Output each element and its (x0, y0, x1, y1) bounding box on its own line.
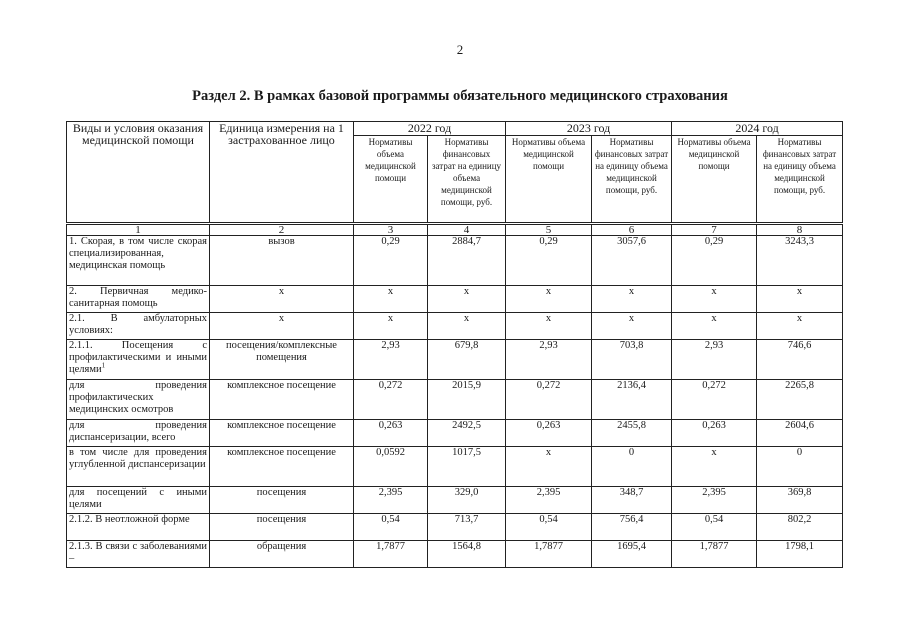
cell-volume-2024: 2,93 (672, 340, 757, 380)
header-year-2022: 2022 год (354, 122, 506, 136)
cell-volume-2024: х (672, 286, 757, 313)
cell-volume-2023: 0,54 (506, 514, 592, 541)
cell-volume-2023: х (506, 313, 592, 340)
table-row (67, 541, 843, 568)
header-cost-2023: Нормативы финансовых затрат на единицу объема медицинской помощи, руб. (592, 136, 672, 224)
table-row (67, 340, 843, 380)
cell-cost-2022: 2015,9 (428, 380, 506, 420)
header-row-years (67, 122, 843, 136)
row-unit: комплексное посещение (210, 420, 354, 447)
header-types: Виды и условия оказания медицинской помощи (67, 122, 210, 224)
table-row (67, 313, 843, 340)
cell-cost-2024: х (757, 313, 843, 340)
cell-volume-2022: 2,93 (354, 340, 428, 380)
row-name: для проведения диспансеризации, всего (67, 420, 210, 447)
cell-cost-2024: 369,8 (757, 487, 843, 514)
cell-cost-2024: 2604,6 (757, 420, 843, 447)
page-number: 2 (456, 42, 464, 57)
cell-volume-2024: 0,54 (672, 514, 757, 541)
row-unit: х (210, 313, 354, 340)
cell-volume-2023: 1,7877 (506, 541, 592, 568)
cell-cost-2022: х (428, 313, 506, 340)
cell-volume-2024: 2,395 (672, 487, 757, 514)
header-year-2023: 2023 год (506, 122, 672, 136)
row-name: 1. Скорая, в том числе скорая специализированная, медицинская помощь (67, 236, 210, 286)
cell-cost-2023: 0 (592, 447, 672, 487)
cell-cost-2023: х (592, 313, 672, 340)
cell-cost-2022: 1564,8 (428, 541, 506, 568)
cell-cost-2022: х (428, 286, 506, 313)
table-row (67, 487, 843, 514)
cell-volume-2024: 0,29 (672, 236, 757, 286)
row-name: 2.1. В амбулаторных условиях: (67, 313, 210, 340)
header-volume-2023: Нормативы объема медицинской помощи (506, 136, 592, 224)
cell-cost-2024: х (757, 286, 843, 313)
cell-cost-2022: 2492,5 (428, 420, 506, 447)
cell-cost-2022: 329,0 (428, 487, 506, 514)
cell-cost-2023: 2455,8 (592, 420, 672, 447)
cell-cost-2024: 2265,8 (757, 380, 843, 420)
row-unit: вызов (210, 236, 354, 286)
row-name: 2.1.2. В неотложной форме (67, 514, 210, 541)
row-name: 2. Первичная медико-санитарная помощь (67, 286, 210, 313)
cell-volume-2022: х (354, 313, 428, 340)
table-row (67, 420, 843, 447)
table-row (67, 380, 843, 420)
row-unit: посещения/комплексные помещения (210, 340, 354, 380)
cell-cost-2022: 1017,5 (428, 447, 506, 487)
row-name: для проведения профилактических медицинских осмотров (67, 380, 210, 420)
header-cost-2024: Нормативы финансовых затрат на единицу объема медицинской помощи, руб. (757, 136, 843, 224)
cell-cost-2023: 703,8 (592, 340, 672, 380)
cell-cost-2023: 756,4 (592, 514, 672, 541)
row-name: в том числе для проведения углубленной диспансеризации (67, 447, 210, 487)
row-name: 2.1.3. В связи с заболеваниями – (67, 541, 210, 568)
cell-cost-2022: 713,7 (428, 514, 506, 541)
cell-cost-2023: 1695,4 (592, 541, 672, 568)
cell-volume-2024: 1,7877 (672, 541, 757, 568)
column-number-row (67, 224, 843, 236)
table-row (67, 236, 843, 286)
header-cost-2022: Нормативы финансовых затрат на единицу объема медицинской помощи, руб. (428, 136, 506, 224)
column-number: 4 (428, 224, 506, 236)
cell-volume-2022: 0,29 (354, 236, 428, 286)
row-unit: комплексное посещение (210, 447, 354, 487)
cell-cost-2023: х (592, 286, 672, 313)
column-number: 2 (210, 224, 354, 236)
table-row (67, 514, 843, 541)
cell-volume-2022: 2,395 (354, 487, 428, 514)
cell-volume-2022: 0,0592 (354, 447, 428, 487)
cell-volume-2023: 2,395 (506, 487, 592, 514)
cell-volume-2022: х (354, 286, 428, 313)
column-number: 7 (672, 224, 757, 236)
header-unit: Единица измерения на 1 застрахованное лицо (210, 122, 354, 224)
column-number: 6 (592, 224, 672, 236)
cell-cost-2024: 3243,3 (757, 236, 843, 286)
table-row (67, 447, 843, 487)
cell-volume-2023: 0,272 (506, 380, 592, 420)
cell-cost-2024: 1798,1 (757, 541, 843, 568)
row-unit: посещения (210, 514, 354, 541)
cell-volume-2023: 0,29 (506, 236, 592, 286)
header-year-2024: 2024 год (672, 122, 843, 136)
row-unit: х (210, 286, 354, 313)
column-number: 3 (354, 224, 428, 236)
header-volume-2022: Нормативы объема медицинской помощи (354, 136, 428, 224)
column-number: 1 (67, 224, 210, 236)
cell-cost-2022: 2884,7 (428, 236, 506, 286)
cell-cost-2024: 0 (757, 447, 843, 487)
header-volume-2024: Нормативы объема медицинской помощи (672, 136, 757, 224)
cell-volume-2024: х (672, 313, 757, 340)
cell-volume-2023: х (506, 447, 592, 487)
normatives-table (66, 121, 843, 568)
cell-cost-2023: 3057,6 (592, 236, 672, 286)
cell-cost-2022: 679,8 (428, 340, 506, 380)
cell-volume-2024: 0,272 (672, 380, 757, 420)
row-unit: комплексное посещение (210, 380, 354, 420)
column-number: 8 (757, 224, 843, 236)
cell-volume-2022: 0,54 (354, 514, 428, 541)
cell-volume-2024: х (672, 447, 757, 487)
row-name-text: 2.1.1. Посещения с профилактическими и иными целями (69, 340, 207, 375)
cell-volume-2023: х (506, 286, 592, 313)
section-title: Раздел 2. В рамках базовой программы обязательного медицинского страхования (192, 88, 728, 104)
cell-cost-2024: 746,6 (757, 340, 843, 380)
row-unit: обращения (210, 541, 354, 568)
cell-volume-2023: 0,263 (506, 420, 592, 447)
cell-volume-2023: 2,93 (506, 340, 592, 380)
row-unit: посещения (210, 487, 354, 514)
cell-cost-2023: 2136,4 (592, 380, 672, 420)
table-row (67, 286, 843, 313)
cell-volume-2024: 0,263 (672, 420, 757, 447)
row-name (67, 340, 210, 380)
cell-cost-2023: 348,7 (592, 487, 672, 514)
row-name: для посещений с иными целями (67, 487, 210, 514)
cell-cost-2024: 802,2 (757, 514, 843, 541)
cell-volume-2022: 1,7877 (354, 541, 428, 568)
footnote-marker: 1 (101, 361, 106, 370)
cell-volume-2022: 0,263 (354, 420, 428, 447)
cell-volume-2022: 0,272 (354, 380, 428, 420)
column-number: 5 (506, 224, 592, 236)
